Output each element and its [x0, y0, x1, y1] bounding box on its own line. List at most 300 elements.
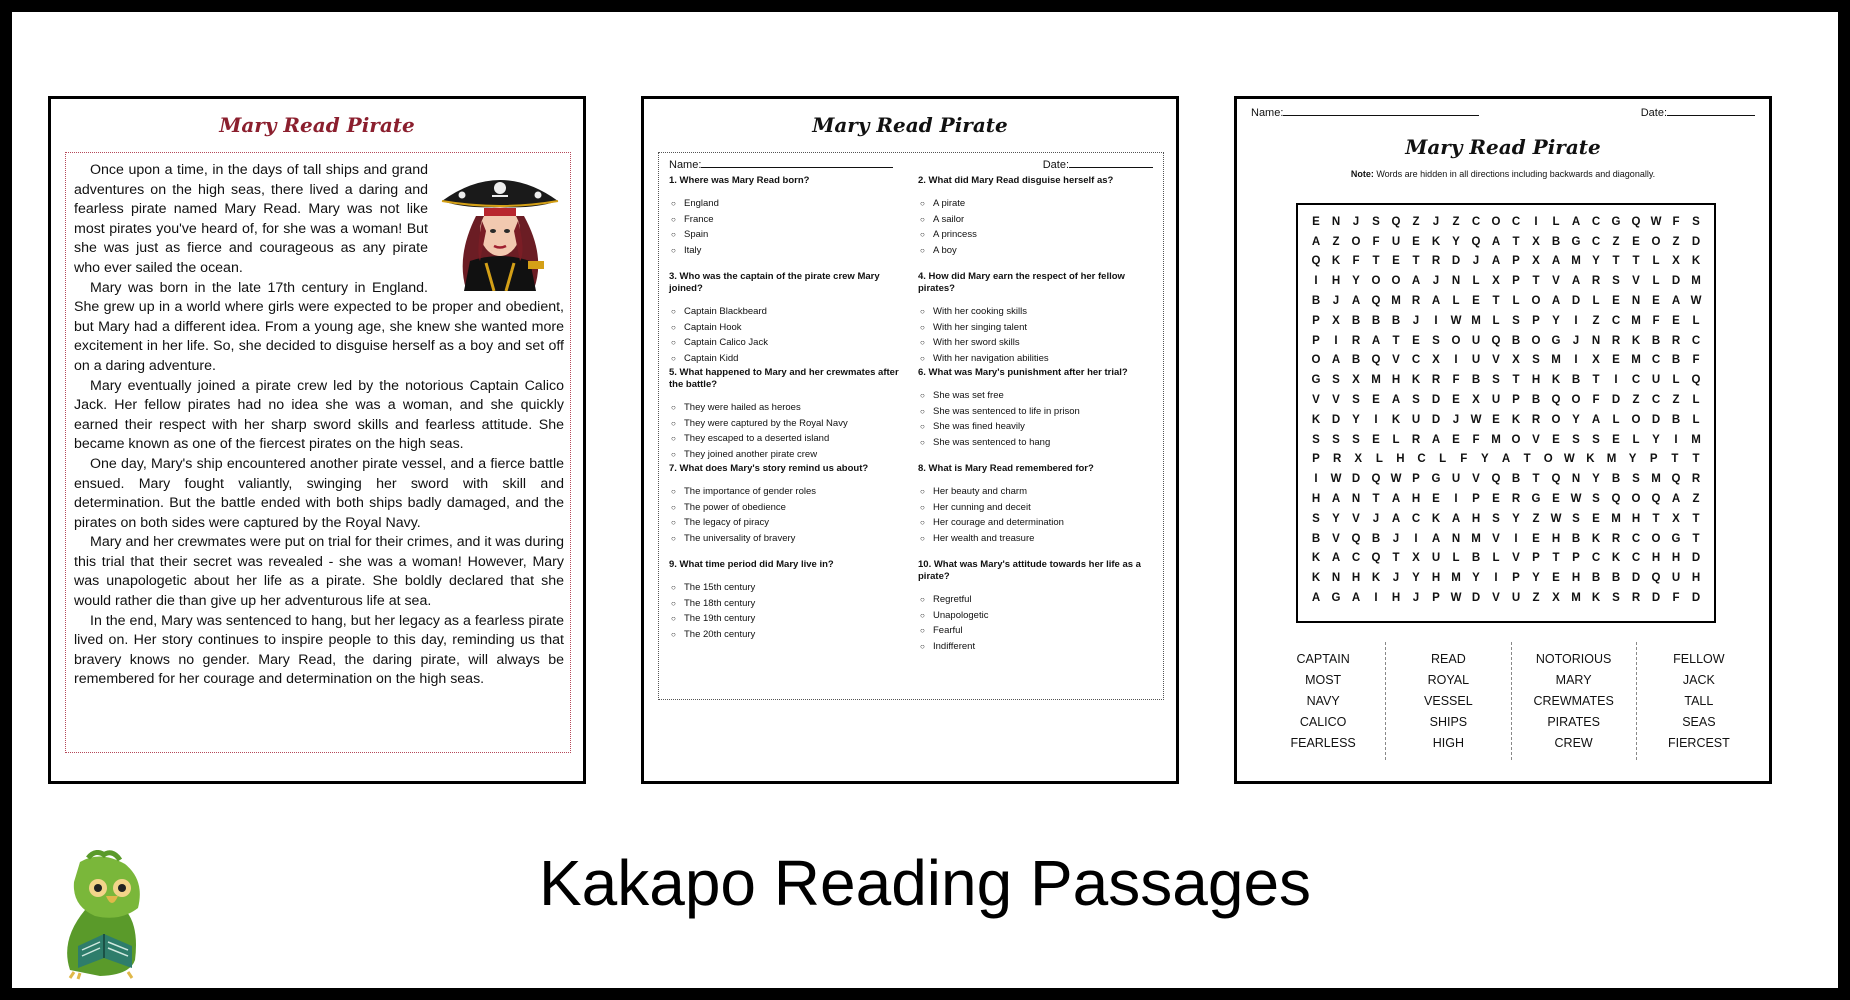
answer-option[interactable]: ○ Indifferent: [920, 639, 1153, 655]
grid-row: [1306, 489, 1706, 509]
grid-row: [1306, 212, 1706, 232]
grid-letter: S: [1412, 394, 1420, 407]
date-label: Date:: [1640, 107, 1667, 119]
answer-options: [918, 304, 1153, 366]
grid-letter: B: [1351, 354, 1361, 367]
grid-letter: R: [1511, 493, 1521, 506]
grid-letter: H: [1331, 275, 1341, 288]
grid-letter: A: [1391, 512, 1401, 525]
grid-letter: M: [1611, 512, 1621, 525]
grid-letter: Y: [1532, 572, 1540, 585]
answer-option[interactable]: ○ A boy: [920, 243, 1153, 259]
grid-letter: L: [1672, 374, 1680, 387]
grid-letter: V: [1492, 592, 1500, 605]
grid-letter: E: [1552, 493, 1560, 506]
grid-letter: I: [1574, 314, 1578, 327]
grid-letter: K: [1391, 413, 1401, 426]
grid-letter: B: [1471, 374, 1481, 387]
grid-letter: J: [1332, 295, 1340, 308]
date-line: [1667, 115, 1755, 116]
grid-letter: H: [1671, 552, 1681, 565]
word-item: VESSEL: [1424, 694, 1473, 708]
grid-letter: N: [1351, 493, 1361, 506]
grid-letter: E: [1592, 512, 1600, 525]
grid-letter: F: [1652, 314, 1660, 327]
grid-letter: E: [1612, 433, 1620, 446]
grid-letter: H: [1391, 592, 1401, 605]
answer-option[interactable]: ○ The 20th century: [671, 627, 904, 643]
grid-letter: K: [1431, 235, 1441, 248]
grid-letter: D: [1651, 592, 1661, 605]
grid-row: [1306, 509, 1706, 529]
answer-option[interactable]: ○ Her cunning and deceit: [920, 500, 1153, 516]
answer-option[interactable]: ○ Captain Hook: [671, 320, 904, 336]
grid-letter: E: [1552, 433, 1560, 446]
grid-row: [1306, 450, 1706, 470]
grid-letter: U: [1391, 235, 1401, 248]
answer-option[interactable]: ○ Her beauty and charm: [920, 484, 1153, 500]
question-text: 6. What was Mary's punishment after her trial?: [918, 367, 1128, 378]
quiz-date-field: [1043, 159, 1153, 171]
grid-letter: K: [1591, 532, 1601, 545]
grid-letter: F: [1452, 374, 1460, 387]
grid-letter: Z: [1412, 215, 1420, 228]
grid-letter: J: [1572, 334, 1580, 347]
answer-options: [669, 580, 904, 642]
word-item: SHIPS: [1429, 715, 1468, 729]
grid-letter: R: [1351, 334, 1361, 347]
grid-letter: H: [1471, 512, 1481, 525]
answer-option[interactable]: ○ Her wealth and treasure: [920, 531, 1153, 547]
grid-letter: O: [1631, 493, 1641, 506]
grid-letter: Q: [1611, 493, 1621, 506]
grid-letter: K: [1331, 255, 1341, 268]
answer-option[interactable]: ○ They joined another pirate crew: [671, 447, 904, 463]
answer-option[interactable]: ○ Spain: [671, 227, 904, 243]
grid-letter: C: [1611, 314, 1621, 327]
answer-option[interactable]: ○ A sailor: [920, 212, 1153, 228]
quiz-question: [669, 559, 904, 655]
letter-grid: [1296, 203, 1716, 623]
grid-letter: E: [1612, 354, 1620, 367]
grid-letter: H: [1396, 453, 1405, 466]
grid-letter: K: [1311, 572, 1321, 585]
grid-letter: D: [1471, 592, 1481, 605]
answer-option[interactable]: ○ The power of obedience: [671, 500, 904, 516]
word-item: CREWMATES: [1533, 694, 1614, 708]
grid-letter: P: [1512, 572, 1520, 585]
grid-letter: D: [1671, 275, 1681, 288]
grid-letter: F: [1460, 453, 1468, 466]
grid-letter: Q: [1651, 572, 1661, 585]
grid-letter: G: [1331, 592, 1341, 605]
grid-letter: M: [1571, 592, 1581, 605]
grid-letter: M: [1491, 433, 1501, 446]
grid-letter: Q: [1371, 295, 1381, 308]
grid-letter: V: [1312, 394, 1320, 407]
grid-letter: C: [1411, 512, 1421, 525]
grid-letter: Q: [1491, 334, 1501, 347]
grid-letter: V: [1332, 394, 1340, 407]
grid-letter: R: [1411, 433, 1421, 446]
grid-letter: A: [1491, 235, 1501, 248]
grid-letter: J: [1372, 512, 1380, 525]
quiz-name-field: [669, 159, 893, 171]
grid-letter: I: [1534, 215, 1538, 228]
grid-letter: R: [1671, 334, 1681, 347]
grid-letter: A: [1331, 552, 1341, 565]
quiz-question: [669, 367, 904, 463]
answer-option[interactable]: ○ England: [671, 196, 904, 212]
grid-letter: O: [1531, 334, 1541, 347]
grid-letter: H: [1571, 572, 1581, 585]
grid-letter: U: [1651, 374, 1661, 387]
answer-option[interactable]: ○ Captain Calico Jack: [671, 335, 904, 351]
grid-letter: E: [1392, 255, 1400, 268]
grid-letter: U: [1491, 394, 1501, 407]
grid-letter: F: [1692, 354, 1700, 367]
grid-letter: P: [1312, 314, 1320, 327]
grid-letter: A: [1311, 592, 1321, 605]
grid-letter: Y: [1452, 235, 1460, 248]
word-item: HIGH: [1432, 736, 1464, 750]
answer-option[interactable]: ○ They were hailed as heroes: [671, 400, 904, 416]
grid-letter: E: [1432, 493, 1440, 506]
grid-letter: I: [1314, 275, 1318, 288]
grid-letter: I: [1334, 334, 1338, 347]
grid-letter: Z: [1332, 235, 1340, 248]
grid-letter: H: [1651, 552, 1661, 565]
grid-letter: S: [1632, 473, 1640, 486]
grid-letter: P: [1572, 552, 1580, 565]
grid-letter: Z: [1452, 215, 1460, 228]
wordsearch-name-date: [1237, 99, 1769, 119]
grid-letter: T: [1552, 552, 1560, 565]
grid-letter: W: [1690, 295, 1702, 308]
quiz-question: [918, 559, 1153, 655]
passage-box: [65, 152, 571, 753]
grid-letter: U: [1671, 572, 1681, 585]
grid-letter: R: [1332, 453, 1342, 466]
grid-letter: A: [1501, 453, 1511, 466]
grid-letter: F: [1672, 592, 1680, 605]
grid-letter: C: [1631, 552, 1641, 565]
word-item: MOST: [1305, 673, 1342, 687]
grid-letter: K: [1551, 374, 1561, 387]
grid-letter: C: [1591, 215, 1601, 228]
grid-row: [1306, 370, 1706, 390]
grid-letter: L: [1592, 295, 1600, 308]
grid-letter: A: [1431, 532, 1441, 545]
grid-letter: O: [1511, 433, 1521, 446]
grid-letter: T: [1512, 374, 1520, 387]
grid-letter: T: [1692, 532, 1700, 545]
date-label: Date:: [1042, 159, 1069, 171]
grid-letter: S: [1312, 433, 1320, 446]
passage-paragraph: Mary was born in the late 17th century in England. She grew up in a world where girls were expected to be proper and obedient, but Mary had a different idea. From a young age, she knew she wanted more excitement in her life. So, she decided to disguise herself as a boy and set off on a daring adventure.: [74, 279, 564, 374]
grid-letter: M: [1606, 453, 1617, 466]
grid-letter: M: [1651, 473, 1661, 486]
grid-letter: W: [1563, 453, 1575, 466]
grid-letter: I: [1374, 413, 1378, 426]
answer-option[interactable]: ○ The importance of gender roles: [671, 484, 904, 500]
grid-letter: X: [1332, 314, 1340, 327]
grid-letter: D: [1651, 413, 1661, 426]
grid-letter: M: [1691, 433, 1701, 446]
grid-letter: A: [1331, 493, 1341, 506]
grid-letter: D: [1611, 394, 1621, 407]
answer-option[interactable]: ○ Captain Blackbeard: [671, 304, 904, 320]
grid-letter: D: [1431, 394, 1441, 407]
grid-letter: H: [1391, 374, 1401, 387]
grid-row: [1306, 331, 1706, 351]
grid-letter: B: [1511, 473, 1521, 486]
grid-letter: L: [1652, 275, 1660, 288]
grid-letter: O: [1391, 275, 1401, 288]
grid-letter: T: [1372, 493, 1380, 506]
grid-letter: W: [1470, 413, 1482, 426]
grid-row: [1306, 311, 1706, 331]
answer-option[interactable]: ○ Unapologetic: [920, 608, 1153, 624]
answer-option[interactable]: ○ They escaped to a deserted island: [671, 431, 904, 447]
grid-letter: S: [1592, 433, 1600, 446]
grid-row: [1306, 549, 1706, 569]
grid-letter: G: [1551, 334, 1561, 347]
grid-row: [1306, 252, 1706, 272]
grid-letter: B: [1571, 532, 1581, 545]
grid-letter: Y: [1332, 512, 1340, 525]
word-item: PIRATES: [1547, 715, 1600, 729]
grid-letter: P: [1512, 255, 1520, 268]
grid-letter: U: [1511, 592, 1521, 605]
grid-letter: X: [1672, 255, 1680, 268]
answer-option[interactable]: ○ Italy: [671, 243, 904, 259]
grid-letter: I: [1314, 473, 1318, 486]
grid-letter: N: [1331, 215, 1341, 228]
passage-title: Mary Read Pirate: [219, 113, 415, 137]
grid-letter: A: [1331, 354, 1341, 367]
grid-letter: K: [1691, 255, 1701, 268]
grid-letter: M: [1691, 275, 1701, 288]
grid-letter: O: [1371, 275, 1381, 288]
word-item: NAVY: [1306, 694, 1340, 708]
answer-option[interactable]: ○ She was sentenced to life in prison: [920, 404, 1153, 420]
answer-option[interactable]: ○ She was fined heavily: [920, 419, 1153, 435]
grid-letter: A: [1551, 295, 1561, 308]
grid-letter: W: [1650, 215, 1662, 228]
grid-letter: Q: [1391, 215, 1401, 228]
grid-letter: Q: [1311, 255, 1321, 268]
grid-letter: J: [1452, 413, 1460, 426]
grid-letter: R: [1691, 473, 1701, 486]
grid-letter: D: [1691, 552, 1701, 565]
grid-letter: H: [1351, 572, 1361, 585]
grid-letter: W: [1550, 512, 1562, 525]
grid-letter: O: [1451, 334, 1461, 347]
grid-letter: P: [1512, 275, 1520, 288]
answer-option[interactable]: ○ The 18th century: [671, 596, 904, 612]
grid-letter: Q: [1371, 473, 1381, 486]
grid-letter: M: [1631, 354, 1641, 367]
grid-letter: H: [1691, 572, 1701, 585]
answer-options: [918, 484, 1153, 546]
answer-option[interactable]: ○ The 15th century: [671, 580, 904, 596]
grid-letter: A: [1431, 433, 1441, 446]
grid-letter: B: [1551, 235, 1561, 248]
answer-options: [918, 196, 1153, 258]
grid-letter: V: [1392, 354, 1400, 367]
answer-options: [669, 304, 904, 366]
grid-letter: B: [1311, 295, 1321, 308]
grid-letter: C: [1591, 235, 1601, 248]
grid-letter: N: [1591, 334, 1601, 347]
grid-letter: T: [1523, 453, 1531, 466]
grid-letter: E: [1492, 493, 1500, 506]
ws-date-field: [1641, 107, 1755, 119]
answer-option[interactable]: ○ She was set free: [920, 388, 1153, 404]
grid-letter: Y: [1552, 314, 1560, 327]
grid-letter: I: [1434, 314, 1438, 327]
note-text: Words are hidden in all directions including backwards and diagonally.: [1373, 169, 1656, 179]
word-item: MARY: [1555, 673, 1592, 687]
grid-letter: A: [1491, 255, 1501, 268]
answer-option[interactable]: ○ With her sword skills: [920, 335, 1153, 351]
answer-option[interactable]: ○ Fearful: [920, 623, 1153, 639]
answer-option[interactable]: ○ The legacy of piracy: [671, 515, 904, 531]
brand-title: Kakapo Reading Passages: [538, 847, 1312, 919]
note-label: Note:: [1350, 169, 1374, 179]
word-item: FELLOW: [1673, 652, 1725, 666]
grid-letter: Q: [1371, 354, 1381, 367]
grid-letter: E: [1312, 215, 1320, 228]
grid-letter: L: [1472, 275, 1480, 288]
answer-option[interactable]: ○ Regretful: [920, 592, 1153, 608]
grid-letter: C: [1631, 374, 1641, 387]
answer-option[interactable]: ○ With her navigation abilities: [920, 351, 1153, 367]
grid-letter: L: [1692, 314, 1700, 327]
grid-letter: O: [1551, 413, 1561, 426]
grid-letter: K: [1591, 592, 1601, 605]
grid-letter: K: [1431, 512, 1441, 525]
grid-letter: M: [1371, 374, 1381, 387]
name-label: Name:: [669, 159, 702, 171]
grid-letter: P: [1512, 394, 1520, 407]
grid-letter: J: [1432, 275, 1440, 288]
grid-letter: E: [1532, 532, 1540, 545]
grid-letter: O: [1311, 354, 1321, 367]
grid-letter: B: [1571, 374, 1581, 387]
grid-letter: C: [1691, 334, 1701, 347]
grid-letter: V: [1332, 532, 1340, 545]
grid-letter: A: [1671, 295, 1681, 308]
grid-letter: R: [1611, 532, 1621, 545]
grid-letter: S: [1352, 433, 1360, 446]
question-text: 7. What does Mary's story remind us about?: [669, 463, 869, 474]
answer-option[interactable]: ○ A princess: [920, 227, 1153, 243]
grid-letter: T: [1692, 512, 1700, 525]
answer-option[interactable]: ○ Captain Kidd: [671, 351, 904, 367]
question-grid: [669, 175, 1153, 655]
grid-letter: V: [1352, 512, 1360, 525]
answer-option[interactable]: ○ With her cooking skills: [920, 304, 1153, 320]
answer-option[interactable]: ○ The universality of bravery: [671, 531, 904, 547]
passage-paragraph: Once upon a time, in the days of tall ships and grand adventures on the high seas, there lived a daring and fearless pirate named Mary Read. Mary was not like most pirates you've heard of, for she was a woman! But she was just as fierce and courageous as any pirate who ever sailed the ocean.: [74, 162, 428, 276]
wordsearch-note: [1237, 169, 1769, 179]
answer-option[interactable]: ○ She was sentenced to hang: [920, 435, 1153, 451]
grid-letter: F: [1472, 433, 1480, 446]
grid-letter: E: [1452, 394, 1460, 407]
grid-letter: I: [1614, 374, 1618, 387]
answer-option[interactable]: ○ They were captured by the Royal Navy: [671, 416, 904, 432]
grid-letter: O: [1491, 215, 1501, 228]
answer-option[interactable]: ○ Her courage and determination: [920, 515, 1153, 531]
grid-letter: Y: [1628, 453, 1637, 466]
grid-letter: S: [1612, 275, 1620, 288]
grid-letter: M: [1471, 314, 1481, 327]
grid-letter: C: [1591, 552, 1601, 565]
ws-name-field: [1251, 107, 1479, 119]
grid-letter: T: [1392, 552, 1400, 565]
answer-option[interactable]: ○ France: [671, 212, 904, 228]
grid-letter: J: [1352, 215, 1360, 228]
grid-letter: G: [1611, 215, 1621, 228]
answer-option[interactable]: ○ A pirate: [920, 196, 1153, 212]
grid-letter: J: [1392, 532, 1400, 545]
grid-letter: H: [1311, 493, 1321, 506]
answer-option[interactable]: ○ The 19th century: [671, 611, 904, 627]
grid-letter: X: [1532, 235, 1540, 248]
grid-letter: B: [1591, 572, 1601, 585]
grid-letter: M: [1391, 295, 1401, 308]
grid-letter: O: [1351, 235, 1361, 248]
grid-letter: A: [1671, 493, 1681, 506]
grid-letter: X: [1412, 552, 1420, 565]
grid-letter: T: [1392, 334, 1400, 347]
grid-row: [1306, 588, 1706, 608]
grid-letter: X: [1672, 512, 1680, 525]
grid-letter: D: [1691, 235, 1701, 248]
grid-letter: P: [1312, 334, 1320, 347]
answer-option[interactable]: ○ With her singing talent: [920, 320, 1153, 336]
grid-letter: S: [1612, 592, 1620, 605]
grid-letter: U: [1411, 413, 1421, 426]
grid-letter: B: [1471, 552, 1481, 565]
quiz-title: Mary Read Pirate: [812, 113, 1008, 137]
grid-letter: V: [1512, 552, 1520, 565]
grid-letter: K: [1511, 413, 1521, 426]
quiz-question: [669, 463, 904, 559]
grid-letter: C: [1411, 354, 1421, 367]
grid-letter: L: [1692, 394, 1700, 407]
grid-letter: B: [1511, 334, 1521, 347]
grid-letter: K: [1311, 552, 1321, 565]
grid-letter: H: [1631, 512, 1641, 525]
grid-letter: L: [1452, 295, 1460, 308]
grid-letter: R: [1611, 334, 1621, 347]
pirate-illustration: [436, 161, 564, 291]
word-column: [1386, 642, 1511, 760]
grid-letter: A: [1351, 592, 1361, 605]
word-item: READ: [1431, 652, 1466, 666]
grid-letter: T: [1692, 453, 1700, 466]
grid-letter: P: [1649, 453, 1658, 466]
passage-paragraph: One day, Mary's ship encountered another pirate vessel, and a fierce battle ensued. Mary fought valiantly, swinging her sword with skill and determination. But the battle ended with both ships badly damaged, and the pirates on both sides were captured by the Royal Navy.: [74, 455, 564, 531]
grid-letter: D: [1351, 473, 1361, 486]
wordsearch-sheet: [1234, 96, 1772, 784]
grid-letter: F: [1672, 215, 1680, 228]
grid-letter: Y: [1412, 572, 1420, 585]
grid-letter: S: [1592, 493, 1600, 506]
